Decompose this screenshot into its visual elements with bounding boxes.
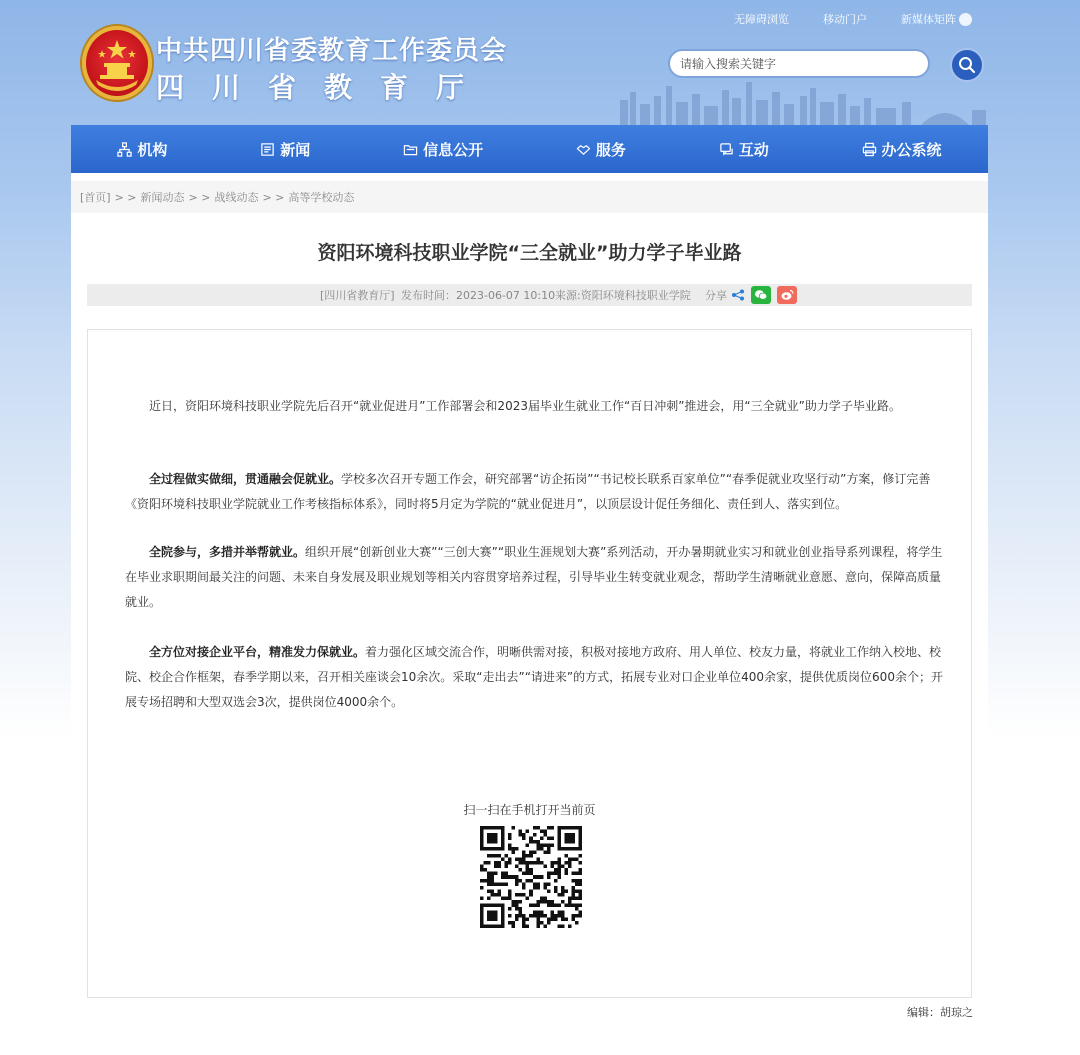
paragraph-text: 近日，资阳环境科技职业学院先后召开“就业促进月”工作部署会和2023届毕业生就业工作“百日冲刺”推进会，用“三全就业”助力学子毕业路。 [149, 399, 901, 413]
paragraph-text: 学校多次召开专题工作会，研究部署“访企拓岗”“书记校长联系百家单位”“春季促就业攻坚行动”方案，修订完善《资阳环境科技职业学院就业工作考核指标体系》，同时将5月定为学院的“就业促进月”，以顶层设计促任务细化、责任到人、落实到位。 [125, 472, 931, 511]
main-nav [71, 125, 988, 173]
nav-label: 互动 [738, 140, 769, 159]
share-control[interactable] [705, 287, 745, 303]
nav-item-office-system[interactable] [862, 139, 942, 160]
nav-label: 新闻 [280, 140, 311, 159]
article-paragraph [125, 467, 945, 517]
article-source: [四川省教育厅] [320, 289, 395, 302]
nav-item-service[interactable] [576, 139, 626, 160]
breadcrumb-front-news[interactable]: 战线动态 [214, 191, 259, 204]
org-name-bottom: 四川省教育厅 [156, 71, 493, 104]
article-paragraph [125, 640, 945, 715]
media-circle-icon [959, 13, 972, 26]
nav-item-info-disclosure[interactable] [403, 139, 483, 160]
weibo-icon [780, 289, 794, 301]
wechat-icon [754, 289, 768, 301]
search-input[interactable] [668, 49, 930, 78]
breadcrumb [71, 181, 988, 213]
national-emblem-logo [82, 26, 152, 100]
city-skyline-decoration [610, 78, 990, 126]
mobile-portal-link[interactable]: 移动门户 [823, 13, 867, 26]
search-icon [958, 56, 976, 74]
folder-icon [403, 142, 418, 157]
breadcrumb-university-news[interactable]: 高等学校动态 [288, 191, 355, 204]
article-paragraph [125, 540, 945, 615]
wechat-share-button[interactable] [751, 286, 771, 304]
publish-time: 发布时间：2023-06-07 10:10 [401, 289, 556, 302]
breadcrumb-separator: > > [262, 190, 285, 204]
article-title: 资阳环境科技职业学院“三全就业”助力学子毕业路 [317, 242, 742, 264]
paragraph-lead: 全院参与，多措并举帮就业。 [149, 545, 306, 559]
nav-label: 机构 [137, 140, 168, 159]
top-links [734, 11, 972, 27]
search-button[interactable] [950, 48, 984, 82]
chat-icon [719, 142, 734, 157]
handshake-icon [576, 142, 591, 157]
paragraph-lead: 全过程做实做细，贯通融会促就业。 [149, 472, 342, 486]
nav-item-news[interactable] [260, 139, 310, 160]
org-chart-icon [117, 142, 132, 157]
printer-icon [862, 142, 877, 157]
nav-label: 办公系统 [881, 140, 942, 159]
qr-caption: 扫一扫在手机打开当前页 [463, 803, 596, 817]
breadcrumb-home[interactable]: [首页] [80, 191, 111, 204]
paragraph-text: 组织开展“创新创业大赛”“三创大赛”“职业生涯规划大赛”系列活动，开办暑期就业实习和就业创业指导系列课程，将学生在毕业求职期间最关注的问题、未来自身发展及职业规划等相关内容贯穿培养过程，引导毕业生转变就业观念，帮助学生清晰就业意愿、意向，保障高质量就业。 [125, 545, 943, 609]
newspaper-icon [260, 142, 275, 157]
site-header [0, 0, 1080, 125]
accessibility-link[interactable]: 无障碍浏览 [734, 13, 789, 26]
article-origin: 来源:资阳环境科技职业学院 [555, 289, 691, 302]
nav-label: 信息公开 [423, 140, 484, 159]
new-media-label: 新媒体矩阵 [901, 13, 956, 26]
share-label: 分享 [705, 289, 727, 302]
breadcrumb-news[interactable]: 新闻动态 [140, 191, 185, 204]
article-paragraph [125, 394, 945, 419]
new-media-link[interactable] [901, 11, 972, 27]
paragraph-text: 着力强化区域交流合作，明晰供需对接，积极对接地方政府、用人单位、校友力量，将就业工作纳入校地、校院、校企合作框架，春季学期以来，召开相关座谈会10余次。采取“走出去”“请进来”的方式，拓展专业对口企业单位400余家，提供优质岗位600余个；开展专场招聘和大型双选会3次，提供岗位4000余个。 [125, 645, 943, 709]
nav-label: 服务 [595, 140, 626, 159]
breadcrumb-separator: > > [188, 190, 211, 204]
weibo-share-button[interactable] [777, 286, 797, 304]
paragraph-lead: 全方位对接企业平台，精准发力保就业。 [149, 645, 366, 659]
share-icon [731, 289, 745, 301]
nav-item-interaction[interactable] [719, 139, 769, 160]
article-meta-bar [87, 284, 972, 306]
editor-credit: 编辑：胡琼之 [907, 1006, 973, 1019]
qr-code-image [480, 826, 582, 928]
breadcrumb-separator: > > [114, 190, 137, 204]
org-name-top: 中共四川省委教育工作委员会 [156, 36, 508, 66]
nav-item-institution[interactable] [117, 139, 167, 160]
